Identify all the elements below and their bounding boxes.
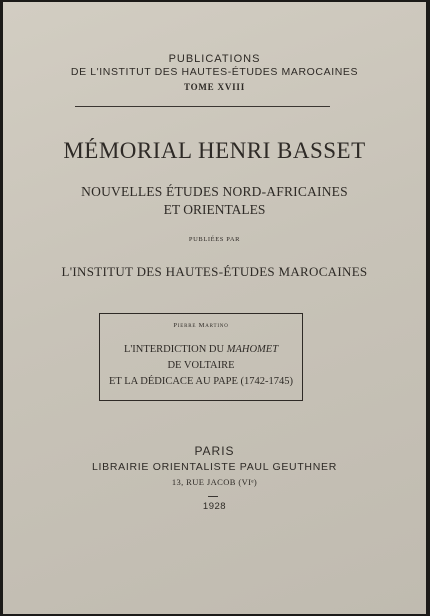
published-by: PUBLIÉES PAR	[188, 236, 241, 243]
subtitle-line-1: NOUVELLES ÉTUDES NORD-AFRICAINES	[81, 184, 348, 199]
article-box	[99, 313, 303, 401]
article-title-part: L'INTERDICTION DU	[123, 344, 227, 355]
article-author: Pierre Martino	[173, 322, 229, 329]
article-title-line-3: ET LA DÉDICACE AU PAPE (1742-1745)	[108, 376, 294, 387]
article-title-italic: MAHOMET	[226, 344, 279, 355]
article-title-line-2: DE VOLTAIRE	[167, 360, 235, 371]
subtitle-line-2: ET ORIENTALES	[163, 202, 266, 217]
imprint-dash	[208, 496, 218, 497]
publishing-institute: L'INSTITUT DES HAUTES-ÉTUDES MAROCAINES	[61, 264, 368, 279]
imprint-city: PARIS	[194, 444, 235, 458]
tome-number: TOME XVIII	[183, 82, 246, 92]
imprint-address: 13, RUE JACOB (VIᵉ)	[171, 477, 258, 487]
imprint-publisher: LIBRAIRIE ORIENTALISTE PAUL GEUTHNER	[92, 461, 337, 473]
page-title: MÉMORIAL HENRI BASSET	[63, 138, 366, 163]
header-divider	[75, 106, 330, 107]
imprint-year: 1928	[202, 501, 227, 512]
document-page	[3, 2, 426, 614]
series-name: PUBLICATIONS	[168, 53, 261, 65]
article-title-line-1	[100, 344, 302, 355]
series-institute: DE L'INSTITUT DES HAUTES-ÉTUDES MAROCAINES	[70, 66, 359, 78]
